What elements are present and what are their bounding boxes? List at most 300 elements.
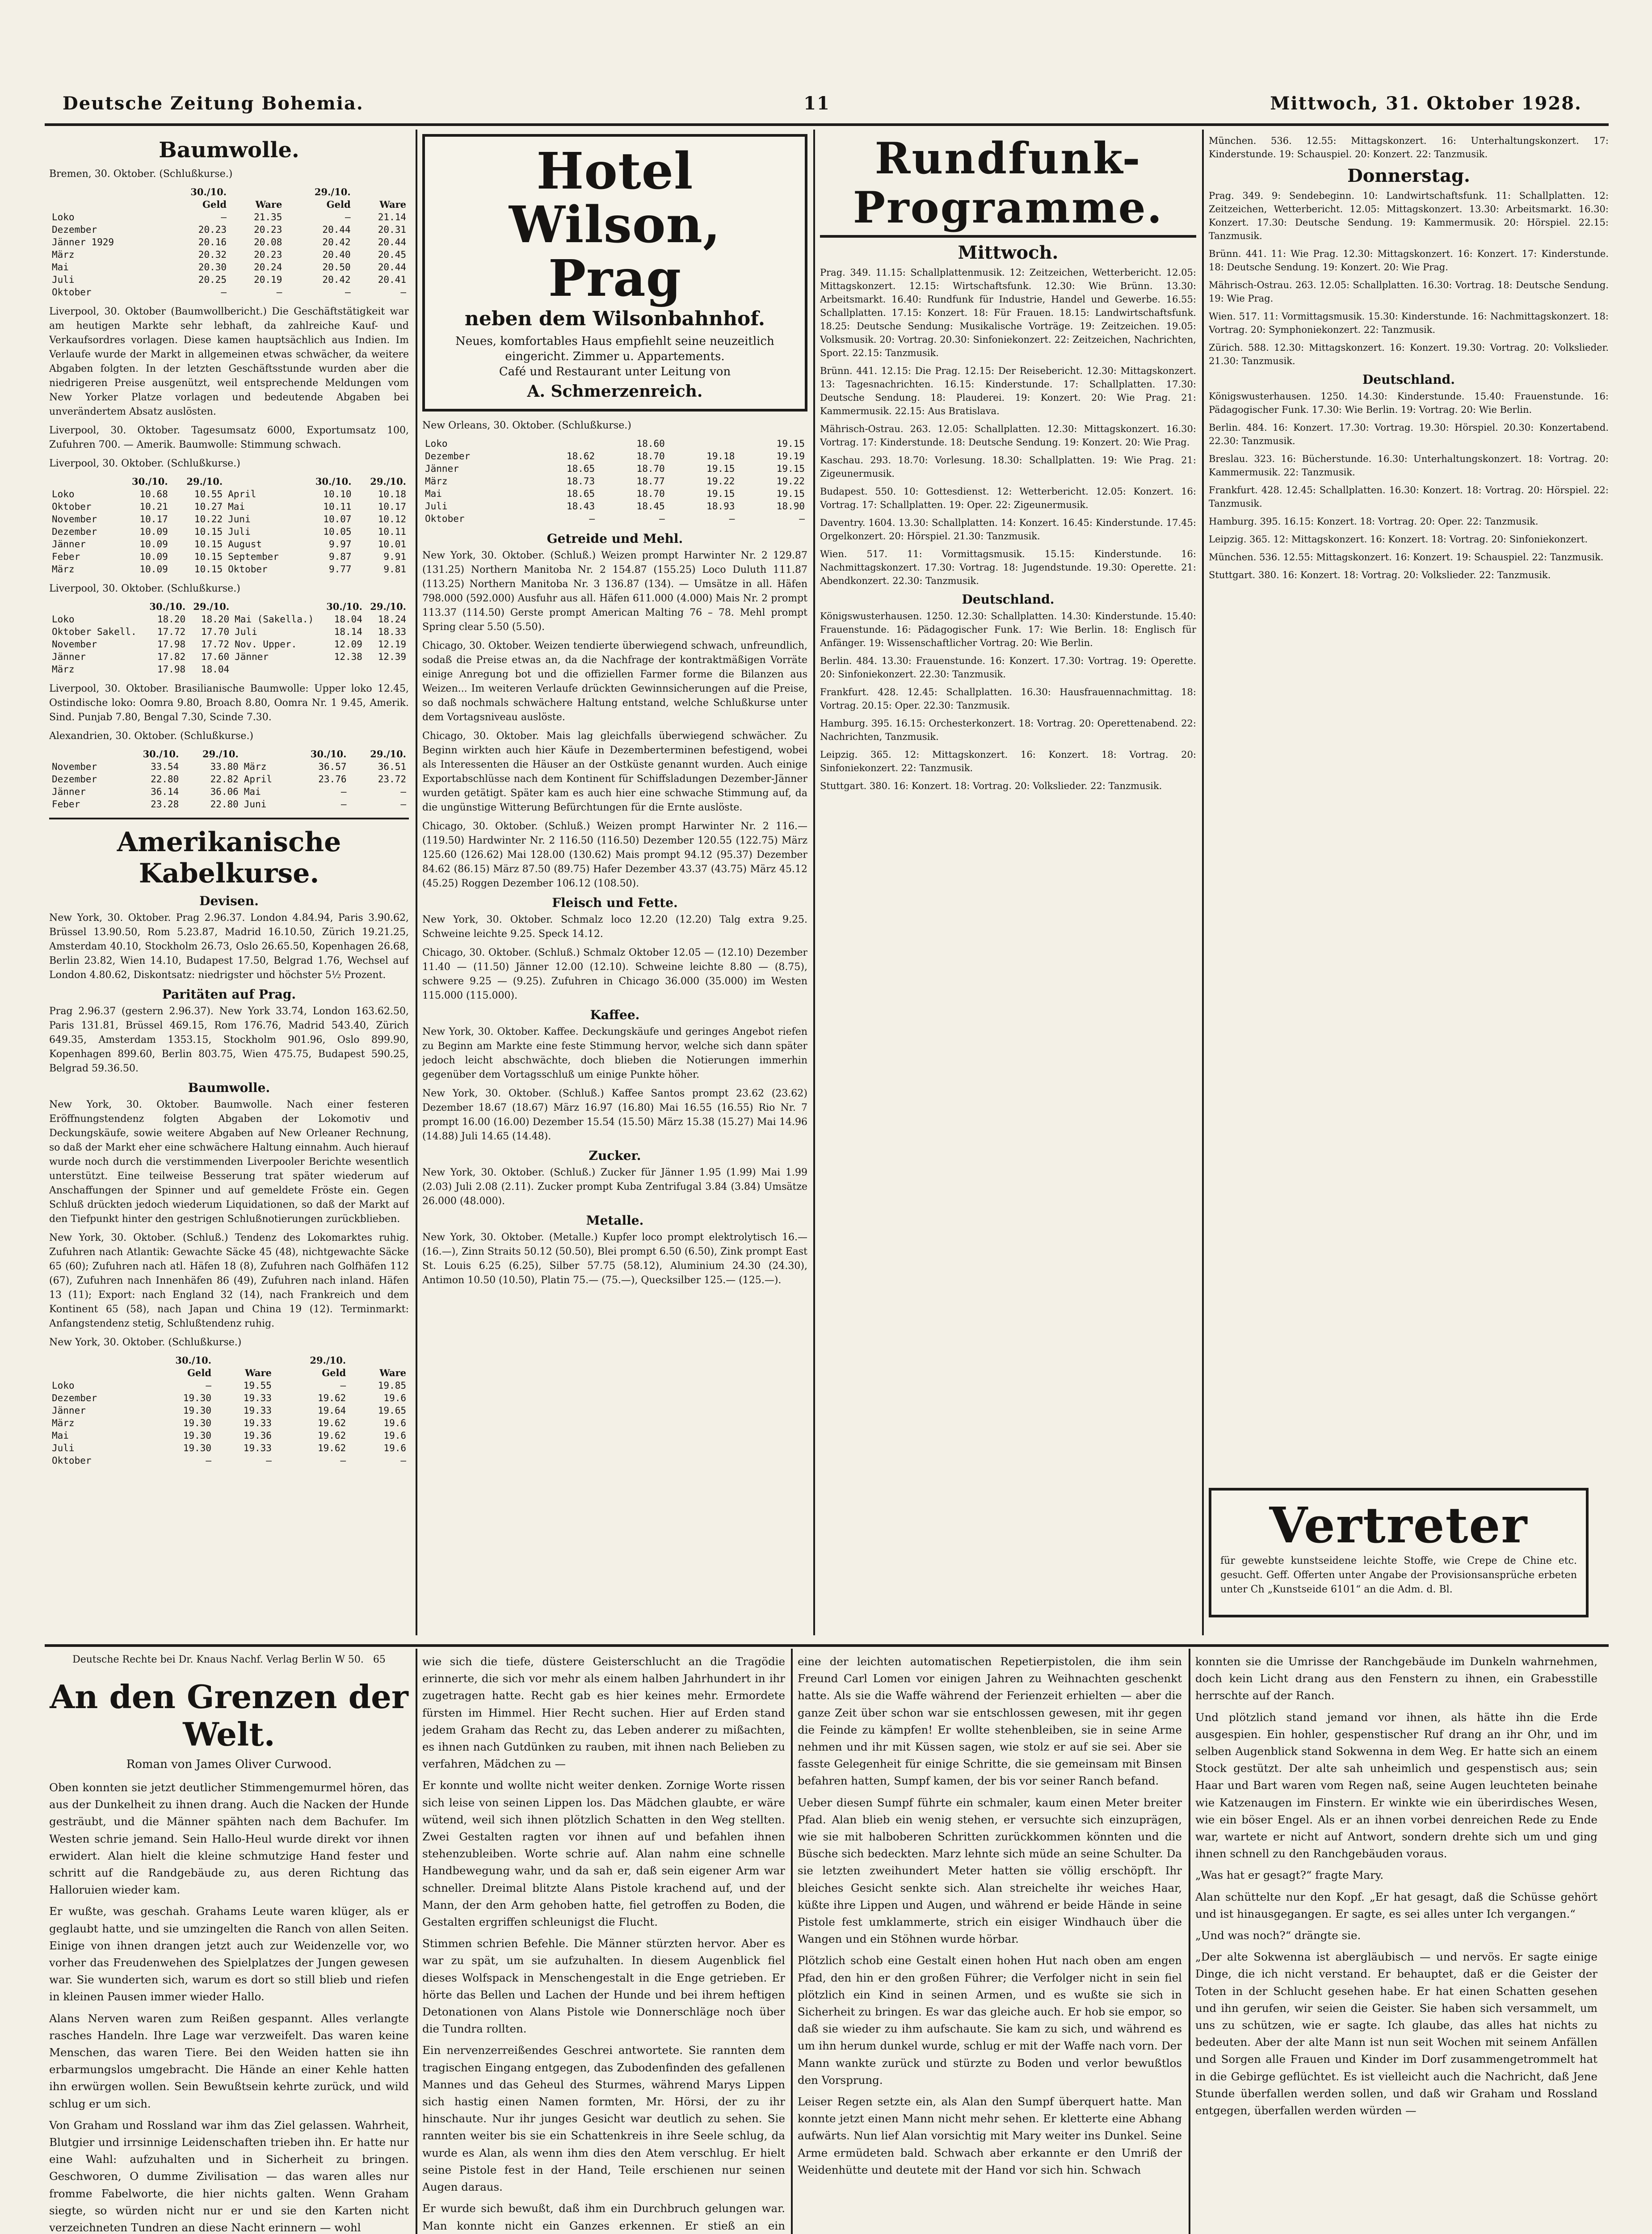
- radio-thu-breslau: Breslau. 323. 16: Bücherstunde. 16.30: Unterhaltungskonzert. 18: Vortrag. 20: Kammermusik. 22: Tanzmusik.: [1209, 454, 1609, 478]
- table-cell: 9.87: [328, 551, 352, 562]
- table-header-cell: Geld: [202, 199, 227, 210]
- devisen-text: New York, 30. Oktober. Prag 2.96.37. London 4.84.94, Paris 3.90.62, Brüssel 13.90.50, Rom 5.23.87, Madrid 16.10.50, Zürich 19.21.25, Amsterdam 40.10, Stockholm 26.73, Oslo 26.65.50, Kopenhagen 26.68, Berlin 23.82, Wien 14.10, Budapest 17.50, Belgrad 1.76, Wechsel auf London 4.80.62, Diskontsatz: niedrigster und höchster 5½ Prozent.: [49, 912, 409, 981]
- table-row: [49, 248, 409, 261]
- column-divider: [791, 1649, 793, 2234]
- table-cell: Juli: [228, 526, 251, 537]
- table-cell: 10.07: [323, 514, 352, 525]
- table-cell: 19.85: [378, 1380, 406, 1391]
- table-cell: —: [345, 212, 351, 223]
- novel-paragraph: „Und was noch?“ drängte sie.: [1195, 1929, 1361, 1942]
- novel-paragraph: eine der leichten automatischen Repetierpistolen, die ihm sein Freund Carl Lomen vor einigen Jahren zu Weihnachten geschenkt hatte. Als sie die Waffe während der Ferienzeit erhielten — aber die ganze Zeit über schon war sie entschlossen gewesen, mit ihr gegen die Feinde zu kämpfen! Er wollte stehenbleiben, sie in seine Arme nehmen und ihr mit Küssen sagen, wie stolz er auf sie sei. Aber sie fasste Gelegenheit für einige Schritte, die sie gemeinsam mit Binsen befahren hatten, Sumpf kamen, der bis vor seiner Ranch befand.: [798, 1655, 1182, 1788]
- table-cell: 10.11: [323, 501, 352, 512]
- masthead-date: Mittwoch, 31. Oktober 1928.: [1270, 92, 1582, 114]
- table-cell: —: [400, 799, 406, 810]
- table-cell: 17.60: [201, 651, 230, 662]
- table-cell: 23.28: [151, 799, 179, 810]
- table-cell: Oktober: [52, 287, 92, 298]
- table-cell: 17.82: [157, 651, 186, 662]
- table-header-cell: Ware: [379, 1367, 406, 1378]
- table-cell: 18.24: [378, 614, 406, 625]
- radio-koenigswusterhausen: Königswusterhausen. 1250. 12.30: Schallplatten. 14.30: Kinderstunde. 15.40: Frauenstunde. 16: Pädagogischer Funk. 17: Wie Berlin. 18: Englisch für Anfänger. 19: Wissenschaftlicher Vortrag. 20: Wie Berlin.: [820, 611, 1196, 648]
- table-cell: November: [52, 639, 97, 650]
- novel-column-3: [798, 1653, 1182, 2234]
- table-cell: 10.15: [194, 526, 223, 537]
- table-row: [422, 462, 807, 475]
- table-cell: 10.15: [194, 564, 223, 575]
- radio-thu-zuerich: Zürich. 588. 12.30: Mittagskonzert. 16: Konzert. 19.30: Vortrag. 20: Volkslieder. 21.30: Tanzmusik.: [1209, 342, 1609, 366]
- radio-muenchen: München. 536. 12.55: Mittagskonzert. 16: Unterhaltungskonzert. 17: Kinderstunde. 19: Schauspiel. 20: Konzert. 22: Tanzmusik.: [1209, 135, 1609, 160]
- table-header-row: [49, 1354, 409, 1367]
- radio-stuttgart: Stuttgart. 380. 16: Konzert. 18: Vortrag. 20: Volkslieder. 22: Tanzmusik.: [820, 781, 1162, 791]
- table-cell: 33.54: [151, 761, 179, 772]
- table-cell: 19.30: [183, 1430, 212, 1441]
- table-cell: 10.11: [378, 526, 406, 537]
- table-cell: 19.30: [183, 1393, 212, 1403]
- table-cell: 9.91: [383, 551, 406, 562]
- table-cell: 18.43: [566, 501, 595, 512]
- table-cell: 20.25: [198, 274, 227, 285]
- table-cell: 18.60: [636, 438, 665, 449]
- table-cell: Oktober: [425, 513, 465, 524]
- table-row: [49, 1392, 409, 1404]
- column-divider: [813, 130, 815, 1635]
- table-header-cell: Geld: [187, 1367, 212, 1378]
- column-divider: [1189, 1649, 1190, 2234]
- table-cell: 17.72: [157, 626, 186, 637]
- heading-kabelkurse: Amerikanische Kabelkurse.: [117, 827, 341, 889]
- column-divider: [1202, 130, 1204, 1635]
- table-cell: 19.33: [243, 1443, 272, 1453]
- table-cell: 18.04: [201, 664, 230, 675]
- table-cell: 18.33: [378, 626, 406, 637]
- novel-credit-text: Deutsche Rechte bei Dr. Knaus Nachf. Verlag Berlin W 50.: [72, 1654, 364, 1665]
- table-header-cell: [225, 475, 299, 488]
- novel-paragraph: Er wurde sich bewußt, daß ihm ein Durchbruch gelungen war. Man konnte nicht ein Ganzes erkennen. Er stieß an ein: [422, 2202, 785, 2232]
- table-cell: 9.77: [328, 564, 352, 575]
- table-cell: —: [221, 212, 227, 223]
- table-cell: März: [425, 476, 448, 487]
- table-cell: 18.70: [636, 488, 665, 499]
- table-cell: —: [276, 287, 282, 298]
- novel-paragraph: Er konnte und wollte nicht weiter denken. Zornige Worte rissen sich leise von seinen Lippen los. Das Mädchen glaubte, er wäre wütend, weil sich ihnen plötzlich Schatten in den Weg stellten. Zwei Gestalten ragten vor ihnen auf und befahlen ihnen stehenzubleiben. Worte schrie auf. Alan nahm eine schnelle Handbewegung wahr, und da sah er, daß sein eigener Arm war schneller. Dreimal blitzte Alans Pistole krachend auf, und der Mann, der den Arm gehoben hatte, fiel getroffen zu Boden, die Gestalten ergriffen schleunigst die Flucht.: [422, 1779, 785, 1929]
- table-cell: —: [799, 513, 805, 524]
- table-row: [49, 626, 409, 638]
- table-subheader-row: [49, 1367, 409, 1379]
- table-cell: Feber: [52, 799, 80, 810]
- novel-paragraph: Stimmen schrien Befehle. Die Männer stürzten hervor. Aber es war zu spät, um sie aufzuhalten. In diesem Augenblick fiel dieses Wolfspack in Menschengestalt in die Enge getrieben. Er hörte das Bellen und Lachen der Hunde und bei ihrem heftigen Detonationen von Alans Pistole wie Donnerschläge noch über die Tundra rollten.: [422, 1937, 785, 2036]
- heading-baumwolle: Baumwolle.: [159, 138, 299, 163]
- table-cell: März: [52, 249, 75, 260]
- table-cell: —: [266, 1455, 272, 1466]
- table-header-cell: Geld: [326, 199, 351, 210]
- table-cell: Dezember: [52, 774, 97, 785]
- table-newyork: [49, 1354, 409, 1467]
- table-cell: Juni: [244, 799, 267, 810]
- table-cell: 10.55: [194, 489, 223, 500]
- vertreter-text: für gewebte kunstseidene leichte Stoffe, wie Crepe de Chine etc. gesucht. Geff. Offerten unter Angabe der Provisionsansprüche erbeten unter Ch „Kunstseide 6101“ an die Adm. d. Bl.: [1220, 1555, 1577, 1595]
- table-cell: Dezember: [425, 451, 471, 462]
- radio-day-wednesday: Mittwoch.: [958, 242, 1059, 263]
- table-header-cell: 30./10.: [315, 476, 352, 487]
- novel-paragraph: Leiser Regen setzte ein, als Alan den Sumpf überquert hatte. Man konnte jetzt einen Mann nicht mehr sehen. Er kletterte eine Abhang aufwärts. Nun lief Alan vorsichtig mit Mary weiter ins Dunkel. Seine Arme ermüdeten bald. Schwach aber erkannte er den Umriß der Weidenhütte und deutete mit der Hand vor sich hin. Schwach: [798, 2095, 1182, 2176]
- table-header-cell: Ware: [379, 199, 406, 210]
- column-divider: [416, 1649, 417, 2234]
- table-cell: 10.27: [194, 501, 223, 512]
- table-header-cell: [49, 1367, 140, 1379]
- novel-paragraph: „Der alte Sokwenna ist abergläubisch — und nervös. Er sagte einige Dinge, die ich nicht verstand. Er behauptet, daß er die Geister der Toten in der Schlucht gesehen habe. Er hat einen Schatten gesehen und ihn gerufen, wir seien die Geister. Sie haben sich versammelt, um uns zu schützen, wie er sagte. Ich glaube, das alles hat nichts zu bedeuten. Aber der alte Mann ist nun seit Wochen mit seinem Anfällen und Sorgen alle Frauen und Kinder im Dorf zusammengetrommelt hat in die Gebirge geflüchtet. Es ist vielleicht auch die Nachricht, daß Jene Stunde überfallen werden sollen, und daß wir Graham und Rossland entgegen, überfallen werden würden —: [1195, 1950, 1597, 2117]
- table-cell: 33.80: [210, 761, 239, 772]
- table-cell: Dezember: [52, 526, 97, 537]
- radio-thu-prag: Prag. 349. 9: Sendebeginn. 10: Landwirtschaftsfunk. 11: Schallplatten. 12: Zeitzeichen, Wetterbericht. 12.05: Mittagskonzert. 13.30: Arbeitsmarkt. 16.30: Konzert. 17.30: Deutsche Sendung. 19: Kammermusik. 20: Hörspiel. 22.15: Tanzmusik.: [1209, 190, 1609, 241]
- table-cell: März: [52, 664, 75, 675]
- table-cell: Juli: [52, 1443, 75, 1453]
- novel-column-1: [49, 1653, 409, 2234]
- heading-zucker: Zucker.: [588, 1148, 641, 1163]
- table-cell: —: [400, 786, 406, 797]
- table-cell: 10.21: [139, 501, 168, 512]
- table-cell: 19.18: [706, 451, 735, 462]
- vertreter-title: Vertreter: [1269, 1496, 1528, 1554]
- radio-thu-frankfurt: Frankfurt. 428. 12.45: Schallplatten. 16.30: Konzert. 18: Vortrag. 20: Hörspiel. 22: Tanzmusik.: [1209, 485, 1609, 509]
- table-row: [422, 437, 807, 450]
- table-cell: 9.81: [383, 564, 406, 575]
- table-cell: [321, 663, 365, 676]
- novel-paragraph: wie sich die tiefe, düstere Geisterschlucht an die Tragödie erinnerte, die sich vor mehr als einem halben Jahrhundert in ihr zugetragen hatte. Recht gab es hier keines mehr. Ermordete fürsten im Himmel. Hier Recht suchen. Hier auf Erden stand jedem Graham das Recht zu, das Leben anderer zu mißachten, es ihnen nach Gutdünken zu rauben, mit ihnen nach Belieben zu verfahren, Mädchen zu —: [422, 1655, 785, 1771]
- table-row: [49, 488, 409, 500]
- table-cell: 20.41: [378, 274, 406, 285]
- table-row: [422, 475, 807, 487]
- novel-title: An den Grenzen der Welt.: [50, 1678, 408, 1753]
- heading-baumwolle-2: Baumwolle.: [188, 1080, 270, 1095]
- table-row: [49, 613, 409, 626]
- table-subheader-row: [49, 198, 409, 211]
- table-cell: Mai (Sakella.): [235, 614, 314, 625]
- heading-deutschland-2: Deutschland.: [1362, 372, 1455, 387]
- table-row: [49, 286, 409, 298]
- column-radio-wednesday: [820, 134, 1196, 1635]
- novel-paragraph: Ein nervenzerreißendes Geschrei antwortete. Sie rannten dem tragischen Eingang entgegen, das Zubodenfinden des gefallenen Mannes und das Geheul des Sturmes, während Marys Lippen sich hastig einen Namen formten, Mr. Hörsi, der zu ihr hinschaute. Nur ihr junges Gesicht war deutlich zu sehen. Sie rannten weiter bis sie ein Schattenkreis in ihre Seele schlug, da wurde es Alan, als wenn ihm dies den Atem verschlug. Er hielt seine Pistole fest in der Hand, Teile erschienen nur seinen Augen daraus.: [422, 2044, 785, 2194]
- table-cell: Mai: [228, 501, 245, 512]
- table-header-cell: Ware: [255, 199, 282, 210]
- table-header-cell: 30./10.: [310, 748, 347, 760]
- table-header-cell: 30./10.: [190, 186, 227, 197]
- heading-getreide: Getreide und Mehl.: [546, 531, 683, 546]
- radio-frankfurt: Frankfurt. 428. 12.45: Schallplatten. 16.30: Hausfrauennachmittag. 18: Vortrag. 20.15: Oper. 22.30: Tanzmusik.: [820, 687, 1196, 711]
- masthead-rule: [45, 123, 1609, 126]
- table-liverpool-4: [49, 600, 409, 676]
- table-cell: 18.77: [636, 476, 665, 487]
- table-cell: 20.40: [322, 249, 351, 260]
- radio-programme-title: Rundfunk-Programme.: [820, 134, 1196, 238]
- table-header-cell: [353, 186, 409, 198]
- chicago-text-4: Chicago, 30. Oktober. (Schluß.) Schmalz Oktober 12.05 — (12.10) Dezember 11.40 — (11.50) Jänner 12.00 (12.10). Schweine leichte 8.80 — (8.75), schwere 9.25 — (9.25). Zufuhren in Chicago 36.000 (35.000) im Westen 115.000 (115.000).: [422, 947, 807, 1001]
- table-cell: [232, 663, 321, 676]
- table-cell: Loko: [52, 614, 75, 625]
- table-header-cell: [49, 600, 144, 613]
- table-cell: Juli: [425, 501, 448, 512]
- baumwolle-ny-text-2: New York, 30. Oktober. (Schluß.) Tendenz des Lokomarktes ruhig. Zufuhren nach Atlantik: Gewachte Säcke 45 (48), nichtgewachte Säcke 65 (60); Zufuhren nach atl. Häfen 18 (8), Zufuhren nach Golfhäfen 112 (67), Zufuhren nach Innenhäfen 86 (49), Zufuhren nach inland. Häfen 13 (11); Export: nach England 32 (14), nach Frankreich und dem Kontinent 65 (58), nach Japan und China 19 (12). Terminmarkt: Anfangstendenz stetig, Schlußtendenz ruhig.: [49, 1232, 409, 1329]
- table-cell: 19.65: [378, 1405, 406, 1416]
- table-row: [422, 487, 807, 500]
- bremen-headline: Bremen, 30. Oktober. (Schlußkurse.): [49, 168, 233, 180]
- radio-thu-ostrau: Mährisch-Ostrau. 263. 12.05: Schallplatten. 16.30: Vortrag. 18: Deutsche Sendung. 19: Wie Prag.: [1209, 280, 1609, 304]
- table-row: [49, 798, 409, 810]
- table-cell: 10.17: [139, 514, 168, 525]
- liverpool-report-2: Liverpool, 30. Oktober. Tagesumsatz 6000, Exportumsatz 100, Zufuhren 700. — Amerik. Baumwolle: Stimmung schwach.: [49, 425, 409, 450]
- table-cell: April: [244, 774, 272, 785]
- table-cell: 18.62: [566, 451, 595, 462]
- table-cell: [365, 663, 409, 676]
- hotel-title: Hotel Wilson, Prag: [509, 142, 721, 308]
- liverpool-headline-4: Liverpool, 30. Oktober. (Schlußkurse.): [49, 583, 240, 594]
- table-cell: Loko: [425, 438, 448, 449]
- table-header-row: [49, 600, 409, 613]
- table-cell: 18.93: [706, 501, 735, 512]
- table-cell: 10.09: [139, 539, 168, 550]
- radio-thu-leipzig: Leipzig. 365. 12: Mittagskonzert. 16: Konzert. 18: Vortrag. 20: Sinfoniekonzert.: [1209, 534, 1588, 545]
- table-liverpool-3: [49, 475, 409, 575]
- heading-devisen: Devisen.: [199, 894, 259, 908]
- novel-column-4: [1195, 1653, 1597, 2234]
- table-row: [49, 211, 409, 223]
- table-cell: 10.12: [378, 514, 406, 525]
- table-row: [49, 773, 409, 785]
- radio-budapest: Budapest. 550. 10: Gottesdienst. 12: Wetterbericht. 12.05: Konzert. 16: Vortrag. 17: Schallplatten. 19: Oper. 22: Zigeunermusik.: [820, 486, 1196, 510]
- table-row: [49, 513, 409, 525]
- table-row: [49, 760, 409, 773]
- divider: [49, 818, 409, 819]
- novel-paragraph: Plötzlich schob eine Gestalt einen hohen Hut nach oben am engen Pfad, den hin er den großen Führer; die Verfolger nicht in sein fiel plötzlich ein Kind in seinen Armen, und es wußte sie sich in Sicherheit zu bringen. Es war das gleiche auch. Er hob sie empor, so daß sie wieder zu ihm aufschaute. Sie kam zu sich, und während es um ihn herum dunkel wurde, schlug er mit der Waffe nach vorn. Der Mann wankte zurück und stürzte zu Boden und verlor bewußtlos den Vorsprung.: [798, 1954, 1182, 2087]
- table-alexandrien: [49, 748, 409, 810]
- table-cell: 19.6: [383, 1443, 406, 1453]
- table-cell: 19.30: [183, 1405, 212, 1416]
- table-cell: 36.06: [210, 786, 239, 797]
- table-cell: 17.70: [201, 626, 230, 637]
- table-cell: 19.33: [243, 1405, 272, 1416]
- table-cell: 20.30: [198, 262, 227, 273]
- novel-paragraph: Ueber diesen Sumpf führte ein schmaler, kaum einen Meter breiter Pfad. Alan blieb ein wenig stehen, er versuchte sich einzuprägen, wie sie mit halboberen Schritten zurückkommen könnten und die Büsche sich bedeckten. Marz lehnte sich müde an seine Schulter. Da sie letzten zweihundert Meter hatten sie völlig erschöpft. Ihr bleiches Gesicht senkte sich. Alan streichelte ihr weiches Haar, küßte ihre Lippen und Augen, und während er beide Hände in seine Pistole fest umklammerte, strich ein eisiger Windhauch über die Wangen und ein Stöhnen wurde hörbar.: [798, 1796, 1182, 1946]
- hotel-restaurant-line: Café und Restaurant unter Leitung von: [499, 365, 731, 378]
- table-cell: Jänner: [52, 786, 86, 797]
- radio-daventry: Daventry. 1604. 13.30: Schallplatten. 14: Konzert. 16.45: Kinderstunde. 17.45: Orgelkonzert. 20: Hörspiel. 21.30: Tanzmusik.: [820, 517, 1196, 542]
- chicago-text-2: Chicago, 30. Oktober. Mais lag gleichfalls überwiegend schwächer. Zu Beginn wirkten auch hier Käufe in Dezemberterminen befestigend, wobei als Interessenten die Häuser an der Ostküste genannt wurden. Auch einige Exportabschlüsse nach dem Kontinent für Schiffsladungen Dezember-Jänner wurden getätigt. Später kam es auch hier eine schwache Stimmung auf, da die ungünstige Witterung Befürchtungen für die Ernte auslöste.: [422, 731, 807, 813]
- table-cell: 17.98: [157, 639, 186, 650]
- table-cell: Jänner 1929: [52, 237, 114, 248]
- table-cell: —: [659, 513, 665, 524]
- table-cell: 12.38: [334, 651, 362, 662]
- table-cell: 19.6: [383, 1418, 406, 1428]
- table-cell: 20.24: [254, 262, 282, 273]
- column-radio-thursday: [1209, 134, 1609, 1635]
- table-cell: Jänner: [425, 463, 459, 474]
- table-cell: 19.62: [317, 1418, 346, 1428]
- radio-kaschau: Kaschau. 293. 18.70: Vorlesung. 18.30: Schallplatten. 19: Wie Prag. 21: Zigeunermusik.: [820, 455, 1196, 479]
- table-cell: 17.72: [201, 639, 230, 650]
- table-row: [49, 1379, 409, 1392]
- table-header-cell: 29./10.: [370, 476, 406, 487]
- table-cell: 10.01: [378, 539, 406, 550]
- table-cell: 19.62: [317, 1430, 346, 1441]
- table-row: [49, 261, 409, 273]
- table-cell: 10.10: [323, 489, 352, 500]
- chicago-text: Chicago, 30. Oktober. Weizen tendierte überwiegend schwach, unfreundlich, sodaß die Preise etwas an, da die Nachfrage der kontraktmäßigen Vorräte einige Anregung bot und die offiziellen Farmer forme die Bilanzen aus Weizen... Im weiteren Verlaufe drückten Gewinnsicherungen auf die Preise, so daß nochmals schwächere Haltung entstand, welche Schlußkurse unter dem Vortagsniveau auslöste.: [422, 640, 807, 723]
- table-header-cell: [49, 748, 122, 760]
- hotel-advertisement: [422, 134, 807, 412]
- table-cell: 20.23: [254, 249, 282, 260]
- novel-paragraph: Oben konnten sie jetzt deutlicher Stimmengemurmel hören, das aus der Dunkelheit zu ihnen drang. Auch die Nacken der Hunde gesträubt, und die Männer spähten nach dem Bachufer. Im Westen schrie jemand. Sein Hallo-Heul wurde direkt vor ihnen erwidert. Alan hielt die kleine schmutzige Hand fester und schritt auf die Randgebäude zu, aus deren Richtung das Halloruien wieder kam.: [49, 1781, 409, 1897]
- table-row: [49, 500, 409, 513]
- table-row: [49, 223, 409, 236]
- table-header-cell: 29./10.: [370, 748, 406, 760]
- table-cell: 18.20: [157, 614, 186, 625]
- table-cell: Dezember: [52, 224, 97, 235]
- novel-paragraph: konnten sie die Umrisse der Ranchgebäude im Dunkeln wahrnehmen, doch kein Licht drang aus den Fenstern zu ihnen, ein Grabesstille herrschte auf der Ranch.: [1195, 1655, 1597, 1702]
- table-row: [49, 651, 409, 663]
- table-cell: —: [400, 287, 406, 298]
- masthead-paper-name: Deutsche Zeitung Bohemia.: [63, 92, 364, 114]
- metalle-text: New York, 30. Oktober. (Metalle.) Kupfer loco prompt elektrolytisch 16.— (16.—), Zinn Straits 50.12 (50.50), Blei prompt 6.50 (6.50), Zink prompt East St. Louis 6.25 (6.25), Silber 57.75 (58.12), Aluminium 24.30 (24.30), Antimon 10.50 (10.50), Platin 75.— (75.—), Quecksilber 125.— (125.—).: [422, 1232, 807, 1286]
- table-cell: 17.98: [157, 664, 186, 675]
- table-cell: 36.57: [318, 761, 347, 772]
- table-header-cell: 30./10.: [326, 601, 362, 612]
- table-cell: 19.19: [776, 451, 805, 462]
- table-cell: —: [221, 287, 227, 298]
- table-cell: 19.6: [383, 1393, 406, 1403]
- table-cell: Oktober: [52, 501, 92, 512]
- table-cell: —: [400, 1455, 406, 1466]
- table-cell: —: [340, 799, 347, 810]
- table-cell: 20.42: [322, 274, 351, 285]
- table-cell: 10.09: [139, 526, 168, 537]
- table-cell: 18.73: [566, 476, 595, 487]
- table-row: [49, 550, 409, 563]
- table-cell: Dezember: [52, 1393, 97, 1403]
- paritaeten-text: Prag 2.96.37 (gestern 2.96.37). New York 33.74, London 163.62.50, Paris 131.81, Brüssel 469.15, Rom 176.76, Madrid 543.40, Zürich 649.35, Amsterdam 1353.15, Stockholm 901.96, Oslo 899.90, Kopenhagen 899.60, Berlin 803.75, Wien 475.75, Budapest 590.25, Belgrad 59.36.50.: [49, 1006, 409, 1074]
- table-cell: März: [52, 1418, 75, 1428]
- table-cell: Juli: [52, 274, 75, 285]
- table-cell: Mai: [244, 786, 261, 797]
- novel-paragraph: „Was hat er gesagt?“ fragte Mary.: [1195, 1869, 1384, 1882]
- table-cell: 18.65: [566, 488, 595, 499]
- table-header-cell: [349, 1354, 409, 1367]
- liverpool-report-5: Liverpool, 30. Oktober. Brasilianische Baumwolle: Upper loko 12.45, Ostindische loko: Oomra 9.80, Broach 8.80, Oomra Nr. 1 9.45, Amerik. Sind. Punjab 7.80, Bengal 7.30, Scinde 7.30.: [49, 683, 409, 723]
- table-cell: —: [345, 287, 351, 298]
- table-cell: 20.23: [198, 224, 227, 235]
- table-cell: Oktober: [228, 564, 268, 575]
- table-cell: Loko: [52, 212, 75, 223]
- radio-thu-koenigswusterhausen: Königswusterhausen. 1250. 14.30: Kinderstunde. 15.40: Frauenstunde. 16: Pädagogischer Funk. 17.30: Wie Berlin. 19: Vortrag. 20: Wie Berlin.: [1209, 391, 1609, 415]
- table-cell: 18.70: [636, 463, 665, 474]
- novel-paragraph: Alans Nerven waren zum Reißen gespannt. Alles verlangte rasches Handeln. Ihre Lage war verzweifelt. Das waren keine Menschen, das waren Tiere. Bei den Weiden hatten sie ihn erbarmungslos umgebracht. Die Hände an einer Kehle hatten ihn erwürgen wollen. Sein Bewußtsein kehrte zurück, und wild schlug er um sich.: [49, 2011, 409, 2110]
- table-cell: Mai: [52, 262, 69, 273]
- table-cell: 10.18: [378, 489, 406, 500]
- table-header-cell: 30./10.: [175, 1355, 212, 1366]
- table-cell: Loko: [52, 489, 75, 500]
- table-header-cell: 30./10.: [143, 748, 179, 760]
- table-cell: 36.14: [151, 786, 179, 797]
- table-bremen: [49, 186, 409, 298]
- table-cell: —: [340, 1455, 346, 1466]
- table-cell: Juli: [235, 626, 257, 637]
- table-cell: 19.62: [317, 1443, 346, 1453]
- table-header-cell: [49, 186, 161, 198]
- table-cell: Juni: [228, 514, 251, 525]
- table-row: [49, 273, 409, 286]
- table-cell: 21.14: [378, 212, 406, 223]
- table-cell: Oktober Sakell.: [52, 626, 137, 637]
- radio-berlin: Berlin. 484. 13.30: Frauenstunde. 16: Konzert. 17.30: Vortrag. 19: Operette. 20: Sinfoniekonzert. 22.30: Tanzmusik.: [820, 655, 1196, 680]
- radio-thu-berlin: Berlin. 484. 16: Konzert. 17.30: Vortrag. 19.30: Hörspiel. 20.30: Konzertabend. 22.30: Tanzmusik.: [1209, 422, 1609, 446]
- table-header-cell: 30./10.: [131, 476, 168, 487]
- table-cell: 19.15: [706, 488, 735, 499]
- table-cell: 20.44: [322, 224, 351, 235]
- table-cell: 21.35: [254, 212, 282, 223]
- vertreter-advertisement: [1209, 1488, 1589, 1617]
- table-cell: 12.09: [334, 639, 362, 650]
- table-cell: 10.68: [139, 489, 168, 500]
- table-cell: 19.15: [776, 463, 805, 474]
- table-cell: 10.15: [194, 539, 223, 550]
- radio-thu-muenchen: München. 536. 12.55: Mittagskonzert. 16: Konzert. 19: Schauspiel. 22: Tanzmusik.: [1209, 552, 1604, 563]
- table-cell: 20.44: [378, 262, 406, 273]
- table-cell: März: [244, 761, 267, 772]
- table-header-cell: [49, 198, 161, 211]
- table-cell: November: [52, 514, 97, 525]
- table-cell: 22.80: [210, 799, 239, 810]
- table-header-cell: [49, 1354, 140, 1367]
- table-cell: 18.70: [636, 451, 665, 462]
- table-cell: 10.15: [194, 551, 223, 562]
- table-header-cell: Ware: [245, 1367, 272, 1378]
- table-cell: Oktober: [52, 1455, 92, 1466]
- table-header-cell: [232, 600, 321, 613]
- radio-thu-stuttgart: Stuttgart. 380. 16: Konzert. 18: Vortrag. 20: Volkslieder. 22: Tanzmusik.: [1209, 570, 1551, 580]
- table-cell: 19.30: [183, 1443, 212, 1453]
- novel-byline: Roman von James Oliver Curwood.: [126, 1758, 332, 1771]
- table-cell: —: [340, 1380, 346, 1391]
- alexandrien-headline: Alexandrien, 30. Oktober. (Schlußkurse.): [49, 731, 254, 742]
- novel-paragraph: Er wußte, was geschah. Grahams Leute waren klüger, als er geglaubt hatte, und sie umzingelten die Ranch von allen Seiten. Einige von ihnen drangen jetzt auch zur Weidenzelle vor, wo vorher das Freudenwehen des Spielplatzes der Jungen gewesen war. Sie wunderten sich, warum es dort so still blieb und riefen in kleinen Pausen immer wieder Hallo.: [49, 1905, 409, 2003]
- radio-hamburg: Hamburg. 395. 16.15: Orchesterkonzert. 18: Vortrag. 20: Operettenabend. 22: Nachrichten, Tanzmusik.: [820, 718, 1196, 742]
- table-cell: 20.50: [322, 262, 351, 273]
- radio-thu-bruenn: Brünn. 441. 11: Wie Prag. 12.30: Mittagskonzert. 16: Konzert. 17: Kinderstunde. 18: Deutsche Sendung. 19: Konzert. 20: Wie Prag.: [1209, 248, 1609, 273]
- novel-paragraph: Und plötzlich stand jemand vor ihnen, als hätte ihn die Erde ausgespien. Ein hohler, gespenstischer Ruf drang an ihr Ohr, und im selben Augenblick stand Sokwenna in dem Weg. Er hatte sich an einem Stock gestützt. Der alte sah unheimlich und gespenstisch aus; sein Haar und Bart waren vom Regen naß, seine Augen leuchteten beinahe wie Katzenaugen im Finstern. Er winkte wie ein überirdisches Wesen, wie ein böser Engel. Als er an ihnen vorbei denreichen Rede zu Ende war, wartete er nicht auf Antwort, sondern drehte sich um und ging ihnen schnell zu den Ranchgebäuden voraus.: [1195, 1710, 1597, 1860]
- table-cell: November: [52, 761, 97, 772]
- table-cell: [668, 437, 738, 450]
- column-divider: [416, 130, 417, 1635]
- table-cell: Nov. Upper.: [235, 639, 297, 650]
- table-cell: 22.80: [151, 774, 179, 785]
- table-header-cell: 29./10.: [370, 601, 406, 612]
- table-cell: 23.76: [318, 774, 347, 785]
- table-new-orleans: [422, 437, 807, 525]
- baumwolle-ny-text: New York, 30. Oktober. Baumwolle. Nach einer festeren Eröffnungstendenz folgten Abgaben der Lokomotiv und Deckungskäufe, sowie weitere Abgaben auf New Orleaner Rechnung, so daß der Markt eher eine schwächere Haltung einnahm. Auch hierauf wurde noch durch die verstimmenden Liverpooler Berichte wesentlich unterstützt. Eine teilweise Besserung trat später wiederum auf Anschaffungen der Spinner und auf gemeldete Fröste ein. Gegen Schluß drückten jedoch wiederum Liquidationen, so daß der Markt auf den Tiefpunkt hinter den gestrigen Schlußnotierungen zurückblieben.: [49, 1099, 409, 1225]
- table-cell: —: [206, 1455, 212, 1466]
- table-header-row: [49, 748, 409, 760]
- table-cell: Feber: [52, 551, 80, 562]
- table-cell: Mai: [425, 488, 442, 499]
- table-cell: 10.17: [378, 501, 406, 512]
- table-cell: 20.44: [378, 237, 406, 248]
- table-cell: März: [52, 564, 75, 575]
- novel-copyright: [49, 1653, 409, 1667]
- hotel-subtitle: neben dem Wilsonbahnhof.: [464, 307, 765, 330]
- table-cell: 19.15: [776, 488, 805, 499]
- heading-fleisch: Fleisch und Fette.: [552, 895, 678, 910]
- hotel-description: Neues, komfortables Haus empfiehlt seine neuzeitlich eingericht. Zimmer u. Appartements.: [455, 335, 774, 363]
- table-cell: 18.04: [334, 614, 362, 625]
- kaffee-text: New York, 30. Oktober. Kaffee. Deckungskäufe und geringes Angebot riefen zu Beginn am Markte eine feste Stimmung hervor, welche sich dann später jedoch leicht abschwächte, doch blieben die Notierungen immerhin gegenüber dem Vortagsschluß um einige Punkte höher.: [422, 1026, 807, 1080]
